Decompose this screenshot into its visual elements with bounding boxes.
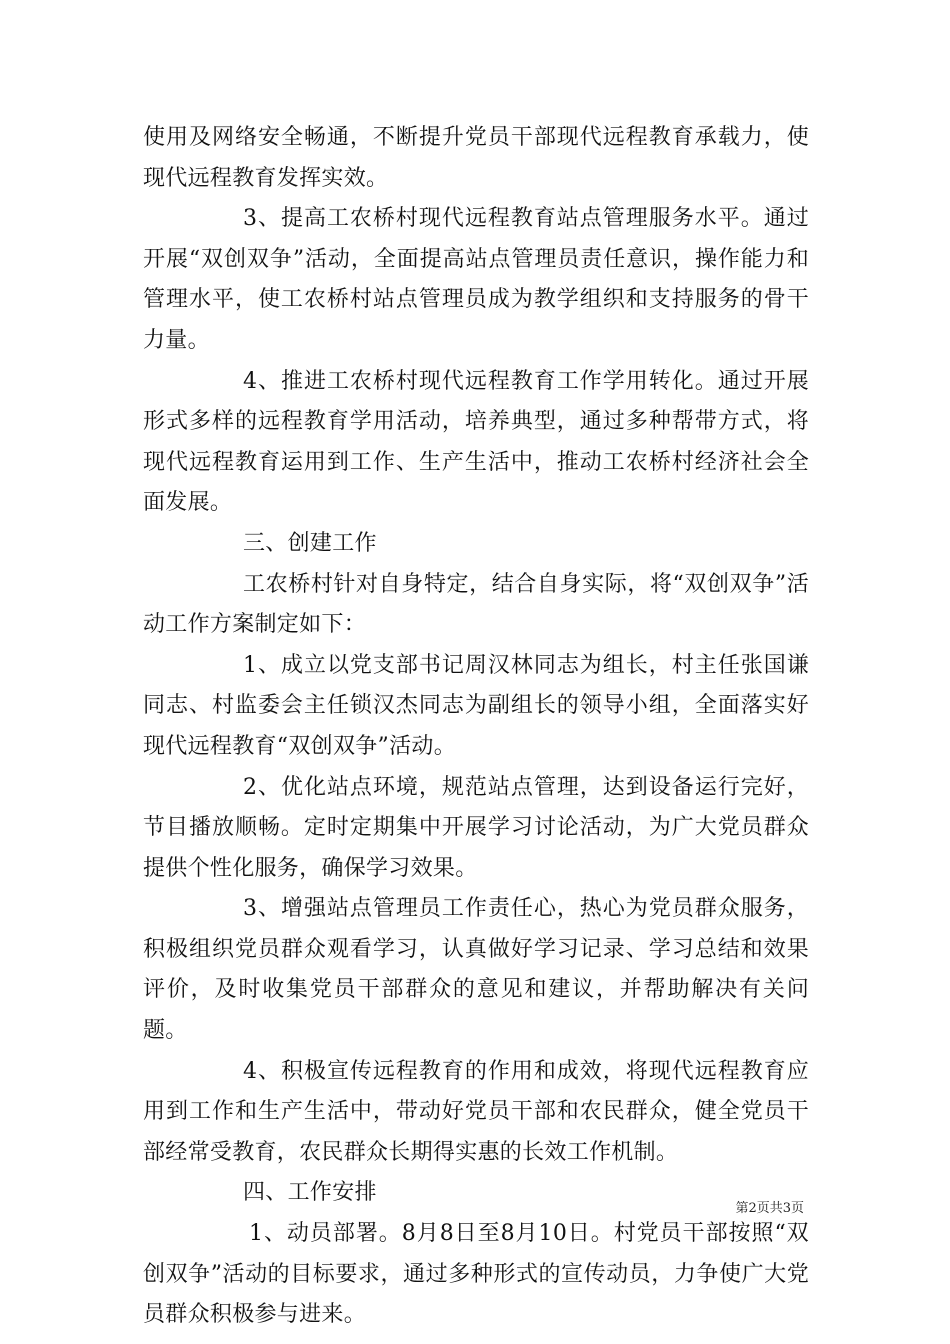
paragraph-plan-4: 4、积极宣传远程教育的作用和成效，将现代远程教育应用到工作和生产生活中，带动好党员干部和农民群众，健全党员干部经常受教育，农民群众长期得实惠的长效工作机制。 [143,1058,809,1165]
paragraph-item-3: 3、提高工农桥村现代远程教育站点管理服务水平。通过开展“双创双争”活动，全面提高站点管理员责任意识，操作能力和管理水平，使工农桥村站点管理员成为教学组织和支持服务的骨干力量。 [143,206,809,353]
page-number-footer: 第2页共3页 [735,1201,804,1216]
section-heading-4: 四、工作安排 [243,1180,377,1206]
paragraph-plan-1: 1、成立以党支部书记周汉林同志为组长，村主任张国谦同志、村监委会主任锁汉杰同志为副组长的领导小组，全面落实好现代远程教育“双创双争”活动。 [143,652,809,759]
paragraph-schedule-1: 1、动员部署。8月8日至8月10日。村党员干部按照“双创双争”活动的目标要求，通过多种形式的宣传动员，力争使广大党员群众积极参与进来。 [143,1221,809,1328]
paragraph-plan-2: 2、优化站点环境，规范站点管理，达到设备运行完好，节目播放顺畅。定时定期集中开展学习讨论活动，为广大党员群众提供个性化服务，确保学习效果。 [143,774,809,881]
section-heading-3: 三、创建工作 [243,530,377,556]
document-body [143,118,809,1336]
paragraph-item-4: 4、推进工农桥村现代远程教育工作学用转化。通过开展形式多样的远程教育学用活动，培养典型，通过多种帮带方式，将现代远程教育运用到工作、生产生活中，推动工农桥村经济社会全面发展。 [143,368,809,516]
paragraph-intro: 工农桥村针对自身特定，结合自身实际，将“双创双争”活动工作方案制定如下： [143,571,809,638]
paragraph-continuation: 使用及网络安全畅通，不断提升党员干部现代远程教育承载力，使现代远程教育发挥实效。 [143,125,809,191]
paragraph-plan-3: 3、增强站点管理员工作责任心，热心为党员群众服务，积极组织党员群众观看学习，认真做好学习记录、学习总结和效果评价，及时收集党员干部群众的意见和建议，并帮助解决有关问题。 [143,896,809,1044]
